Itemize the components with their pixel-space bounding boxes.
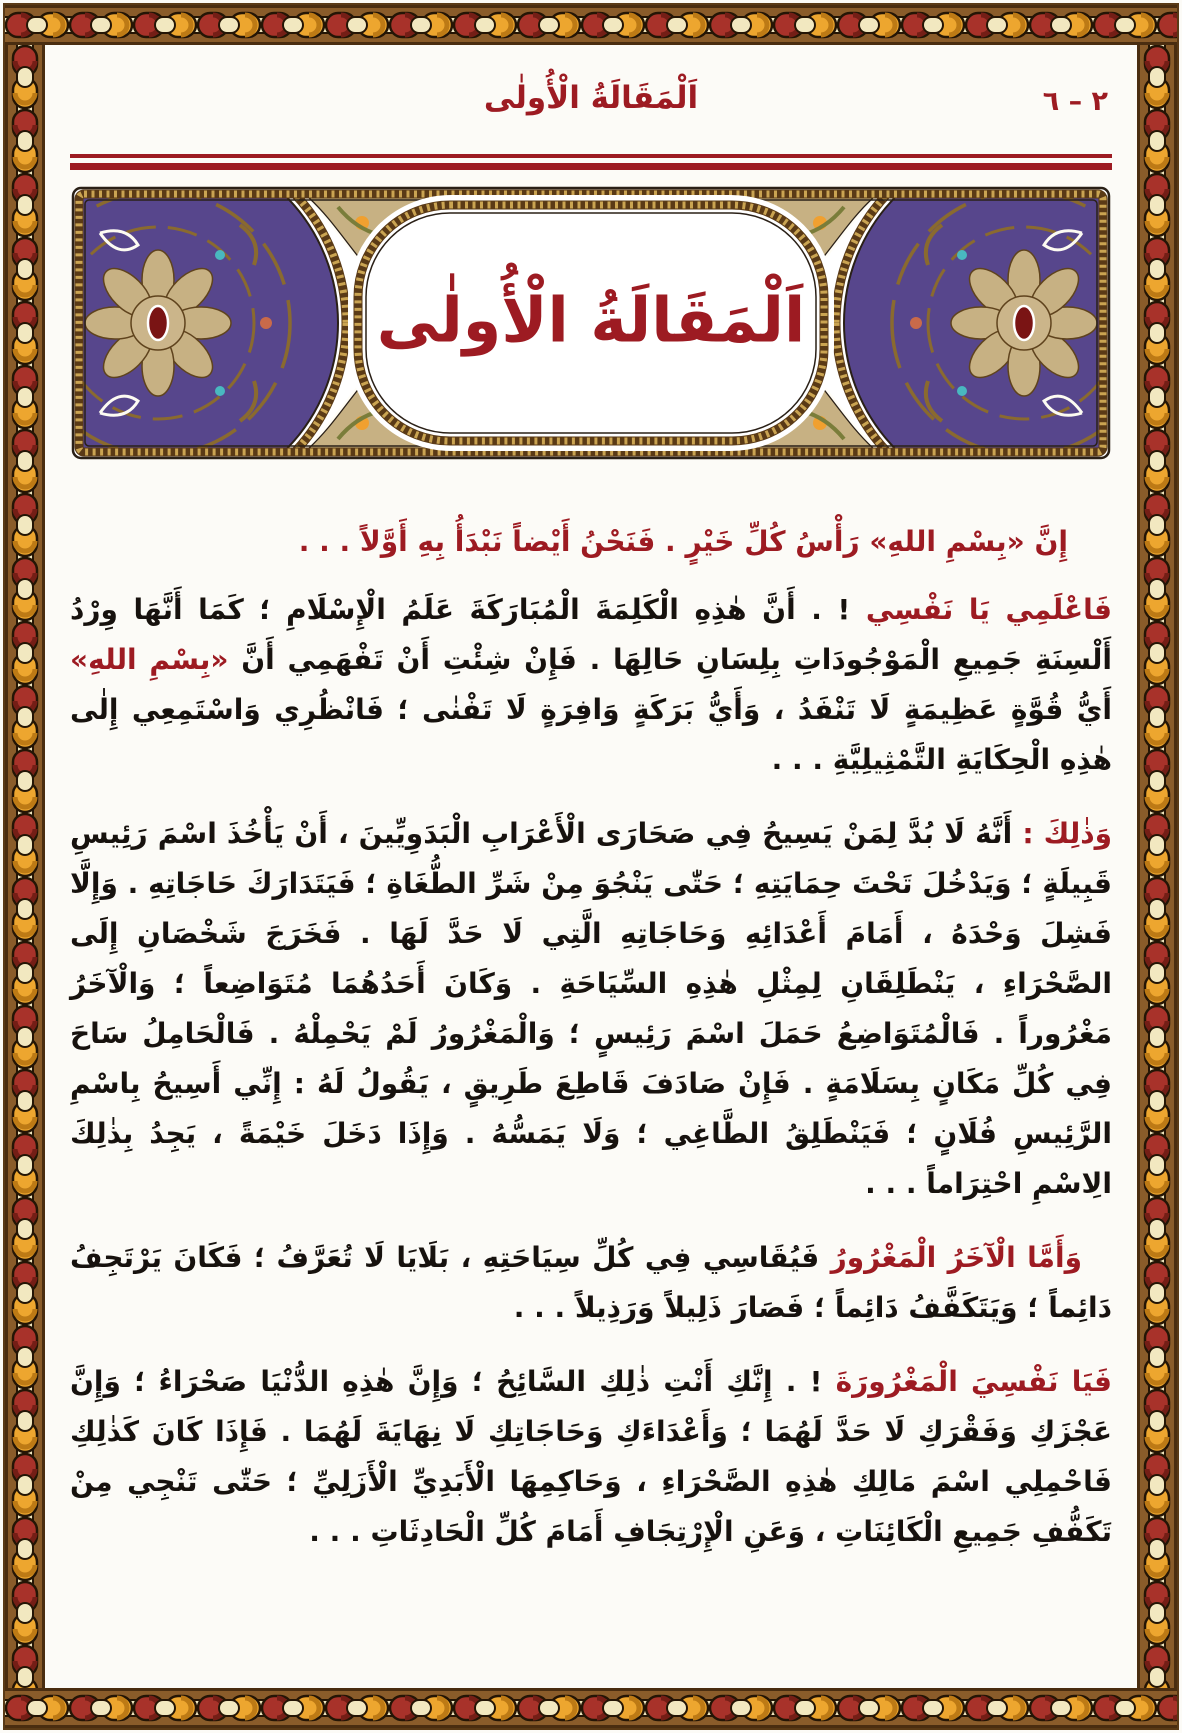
content-column (70, 70, 1112, 1581)
text-segment: أَنَّهُ لَا بُدَّ لِمَنْ يَسِيحُ فِي صَحَارَى الْأَعْرَابِ الْبَدَوِيِّينَ ، أَنْ يَأْخُذَ اسْمَ رَئِيسِ قَبِيلَةٍ ؛ وَيَدْخُلَ تَحْتَ حِمَايَتِهِ ؛ حَتّٰى يَنْجُوَ مِنْ شَرِّ الطُّغَاةِ ؛ فَيَتَدَارَكَ حَاجَاتِهِ . وَإِلَّا فَشِلَ وَحْدَهُ ، أَمَامَ أَعْدَائِهِ وَحَاجَاتِهِ الَّتِي لَا حَدَّ لَهَا . فَخَرَجَ شَخْصَانِ إِلَى الصَّحْرَاءِ ، يَنْطَلِقَانِ لِمِثْلِ هٰذِهِ السِّيَاحَةِ . وَكَانَ أَحَدُهُمَا مُتَوَاضِعاً ؛ وَالْآخَرُ مَغْرُوراً . فَالْمُتَوَاضِعُ حَمَلَ اسْمَ رَئِيسٍ ؛ وَالْمَغْرُورُ لَمْ يَحْمِلْهُ . فَالْحَامِلُ سَاحَ فِي كُلِّ مَكَانٍ بِسَلَامَةٍ . فَإِنْ صَادَفَ قَاطِعَ طَرِيقٍ ، يَقُولُ لَهُ : إِنِّي أَسِيحُ بِاسْمِ الرَّئِيسِ فُلَانٍ ؛ فَيَنْطَلِقُ الطَّاغِي ؛ وَلَا يَمَسُّهُ . وَإِذَا دَخَلَ خَيْمَةً ، يَجِدُ بِذٰلِكَ الِاسْمِ احْتِرَاماً . . . (70, 817, 1112, 1200)
text-segment: فَيُقَاسِي فِي كُلِّ سِيَاحَتِهِ ، بَلَايَا لَا تُعَرَّفُ ؛ فَكَانَ يَرْتَجِفُ دَائِماً ؛ وَيَتَكَفَّفُ دَائِماً ؛ فَصَارَ ذَلِيلاً وَرَذِيلاً . . . (70, 1241, 1112, 1324)
paragraph-conceited-one (70, 1233, 1112, 1333)
running-title: اَلْمَقَالَةُ الْأُولٰى (483, 80, 699, 116)
text-segment: وَذٰلِكَ : (1012, 817, 1112, 850)
text-segment: فَيَا نَفْسِيَ الْمَغْرُورَةَ (822, 1365, 1112, 1398)
text-segment: فَاعْلَمِي يَا نَفْسِي (850, 593, 1113, 626)
page-header (70, 70, 1112, 154)
basmala-opening-line (70, 517, 1112, 567)
text-segment: أَيُّ قُوَّةٍ عَظِيمَةٍ لَا تَنْفَدُ ، وَأَيُّ بَرَكَةٍ وَافِرَةٍ لَا تَفْنٰى ؛ فَانْظُرِي وَاسْتَمِعِي إِلٰى هٰذِهِ الْحِكَايَةِ التَّمْثِيلِيَّةِ . . . (70, 693, 1112, 776)
chapter-banner (70, 185, 1112, 461)
chain-border-bottom (5, 1688, 1177, 1728)
chain-border-right (1137, 45, 1177, 1688)
chain-border-left (5, 45, 45, 1688)
paragraph-know-my-soul (70, 585, 1112, 785)
text-segment: ! . أَنَّ هٰذِهِ الْكَلِمَةَ الْمُبَارَكَةَ عَلَمُ الْإِسْلَامِ ؛ كَمَا أَنَّهَا وِرْدُ أَلْسِنَةِ جَمِيعِ الْمَوْجُودَاتِ بِلِسَانِ حَالِهَا . فَإِنْ شِئْتِ أَنْ تَفْهَمِي أَنَّ (70, 593, 1112, 676)
text-segment: ! . إِنَّكِ أَنْتِ ذٰلِكِ السَّائِحُ ؛ وَإِنَّ هٰذِهِ الدُّنْيَا صَحْرَاءُ ؛ وَإِنَّ عَجْزَكِ وَفَقْرَكِ لَا حَدَّ لَهُمَا ؛ وَأَعْدَاءَكِ وَحَاجَاتِكِ لَا نِهَايَةَ لَهُمَا . فَإِذَا كَانَ كَذٰلِكِ فَاحْمِلِي اسْمَ مَالِكِ هٰذِهِ الصَّحْرَاءِ ، وَحَاكِمِهَا الْأَبَدِيِّ الْأَزَلِيِّ ؛ حَتّٰى تَنْجِي مِنْ تَكَفُّفِ جَمِيعِ الْكَائِنَاتِ ، وَعَنِ الْإِرْتِجَافِ أَمَامَ كُلِّ الْحَادِثَاتِ . . . (70, 1365, 1112, 1548)
page-number: ٢ – ٦ (1042, 86, 1108, 117)
header-divider-rule (70, 154, 1112, 170)
paragraph-o-conceited-soul (70, 1357, 1112, 1557)
text-segment: «بِسْمِ اللهِ» (70, 643, 229, 676)
chapter-title: اَلْمَقَالَةُ الْأُولٰى (376, 283, 806, 357)
paragraph-story (70, 809, 1112, 1209)
text-segment: إِنَّ «بِسْمِ اللهِ» رَأْسُ كُلِّ خَيْرٍ . فَنَحْنُ أَيْضاً نَبْدَأُ بِهِ أَوَّلاً . . . (298, 525, 1068, 558)
text-segment: وَأَمَّا الْآخَرُ الْمَغْرُورُ (819, 1241, 1082, 1274)
chain-border-top (5, 5, 1177, 45)
body-text (70, 517, 1112, 1557)
